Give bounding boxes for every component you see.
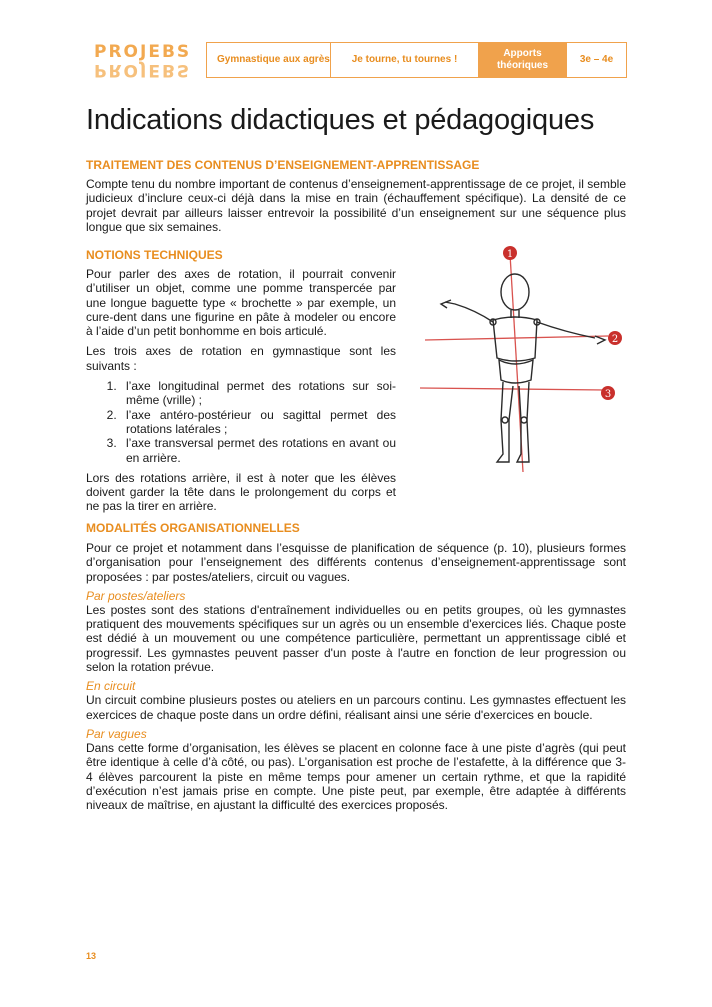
axis-badge-3	[601, 386, 615, 400]
projebs-logo	[94, 44, 194, 78]
header-level: 3e – 4e	[579, 54, 614, 65]
axis-badge-2	[608, 331, 622, 345]
text-circuit: Un circuit combine plusieurs postes ou ateliers en un parcours continu. Les gymnastes effectuent les exercices de chaque poste dans un ordre défini, réalisant ainsi une série d'exercices en boucle.	[86, 693, 626, 722]
header-bar	[206, 42, 627, 78]
section-heading-contenus: TRAITEMENT DES CONTENUS D’ENSEIGNEMENT-APPRENTISSAGE	[86, 158, 480, 172]
list-item: 1. l’axe longitudinal permet des rotations sur soi-même (vrille) ;	[120, 379, 396, 408]
subheading-vagues: Par vagues	[86, 726, 147, 741]
subheading-postes: Par postes/ateliers	[86, 588, 186, 603]
section-heading-notions: NOTIONS TECHNIQUES	[86, 248, 223, 262]
axes-list	[86, 379, 396, 465]
page-number: 13	[86, 951, 97, 961]
header-section: Apports théoriques	[479, 43, 567, 77]
mannequin-figure	[441, 274, 605, 462]
logo-text-mirrored: PROJEBS	[94, 60, 192, 80]
header-project: Je tourne, tu tournes !	[331, 43, 479, 77]
section-heading-modalites: MODALITÉS ORGANISATIONNELLES	[86, 521, 300, 535]
list-item: 3. l’axe transversal permet des rotations en avant ou en arrière.	[120, 436, 396, 465]
logo-text: PROJEBS	[94, 42, 192, 62]
notions-paragraph-2: Les trois axes de rotation en gymnastique sont les suivants :	[86, 344, 396, 373]
svg-text:2: 2	[611, 334, 619, 345]
header-sport: Gymnastique aux agrès	[207, 43, 331, 77]
notions-paragraph-3: Lors des rotations arrière, il est à noter que les élèves doivent garder la tête dans le prolongement du corps et ne pas la tirer en arrière.	[86, 470, 396, 514]
section-text-contenus: Compte tenu du nombre important de contenus d’enseignement-apprentissage de ce projet, il semble judicieux d’inclure ceux-ci déjà dans la mise en train (échauffement spécifique). La densité de ce projet devrait par ailleurs laisser entrevoir la possibilité d’un enseignement sur une séquence plus longue que six semaines.	[86, 177, 626, 234]
axis-sagittal	[425, 336, 608, 340]
svg-text:1: 1	[506, 249, 514, 260]
list-item: 2. l’axe antéro-postérieur ou sagittal permet des rotations latérales ;	[120, 408, 396, 437]
subheading-circuit: En circuit	[86, 679, 136, 694]
modalites-intro: Pour ce projet et notamment dans l’esquisse de planification de séquence (p. 10), plusieurs formes d’organisation pour l’enseignement des différents contenus d’enseignement-apprentissage sont proposées : par postes/ateliers, circuit ou vagues.	[86, 541, 626, 584]
rotation-axes-figure	[415, 240, 635, 480]
page-title: Indications didactiques et pédagogiques	[86, 104, 595, 136]
notions-text-column	[86, 267, 396, 514]
text-postes: Les postes sont des stations d'entraînement individuelles ou en petits groupes, où les gymnastes pratiquent des mouvements spécifiques sur un agrès ou un ensemble d'exercices liés. Chaque poste est dédié à un mouvement ou une compétence particulière, permettant un apprentissage ciblé et progressif. Les gymnastes peuvent passer d'un poste à l'autre en fonction de leur progression ou selon la rotation prévue.	[86, 602, 626, 675]
modalites-content	[86, 541, 626, 812]
axis-badge-1	[503, 246, 517, 260]
svg-text:3: 3	[604, 389, 612, 400]
text-vagues: Dans cette forme d’organisation, les élèves se placent en colonne face à une piste d’agrès (qui peut être identique à celle d’à côté, ou pas). L’organisation est proche de l’estafette, à la différence que 3-4 élèves parcourent la piste en même temps pour amener un certain rythme, et que la rapidité d’exécution n’est jamais prise en compte. Une piste peut, par exemple, être adaptée à différents niveaux de maîtrise, en ajustant la difficulté des exercices proposés.	[86, 740, 626, 813]
notions-paragraph-1: Pour parler des axes de rotation, il pourrait convenir d’utiliser un objet, comme une pomme transpercée par une longue baguette type « brochette » par exemple, un cure-dent dans une figurine en pâte à modeler ou encore à l’aide d’un petit bonhomme en bois articulé.	[86, 267, 396, 339]
